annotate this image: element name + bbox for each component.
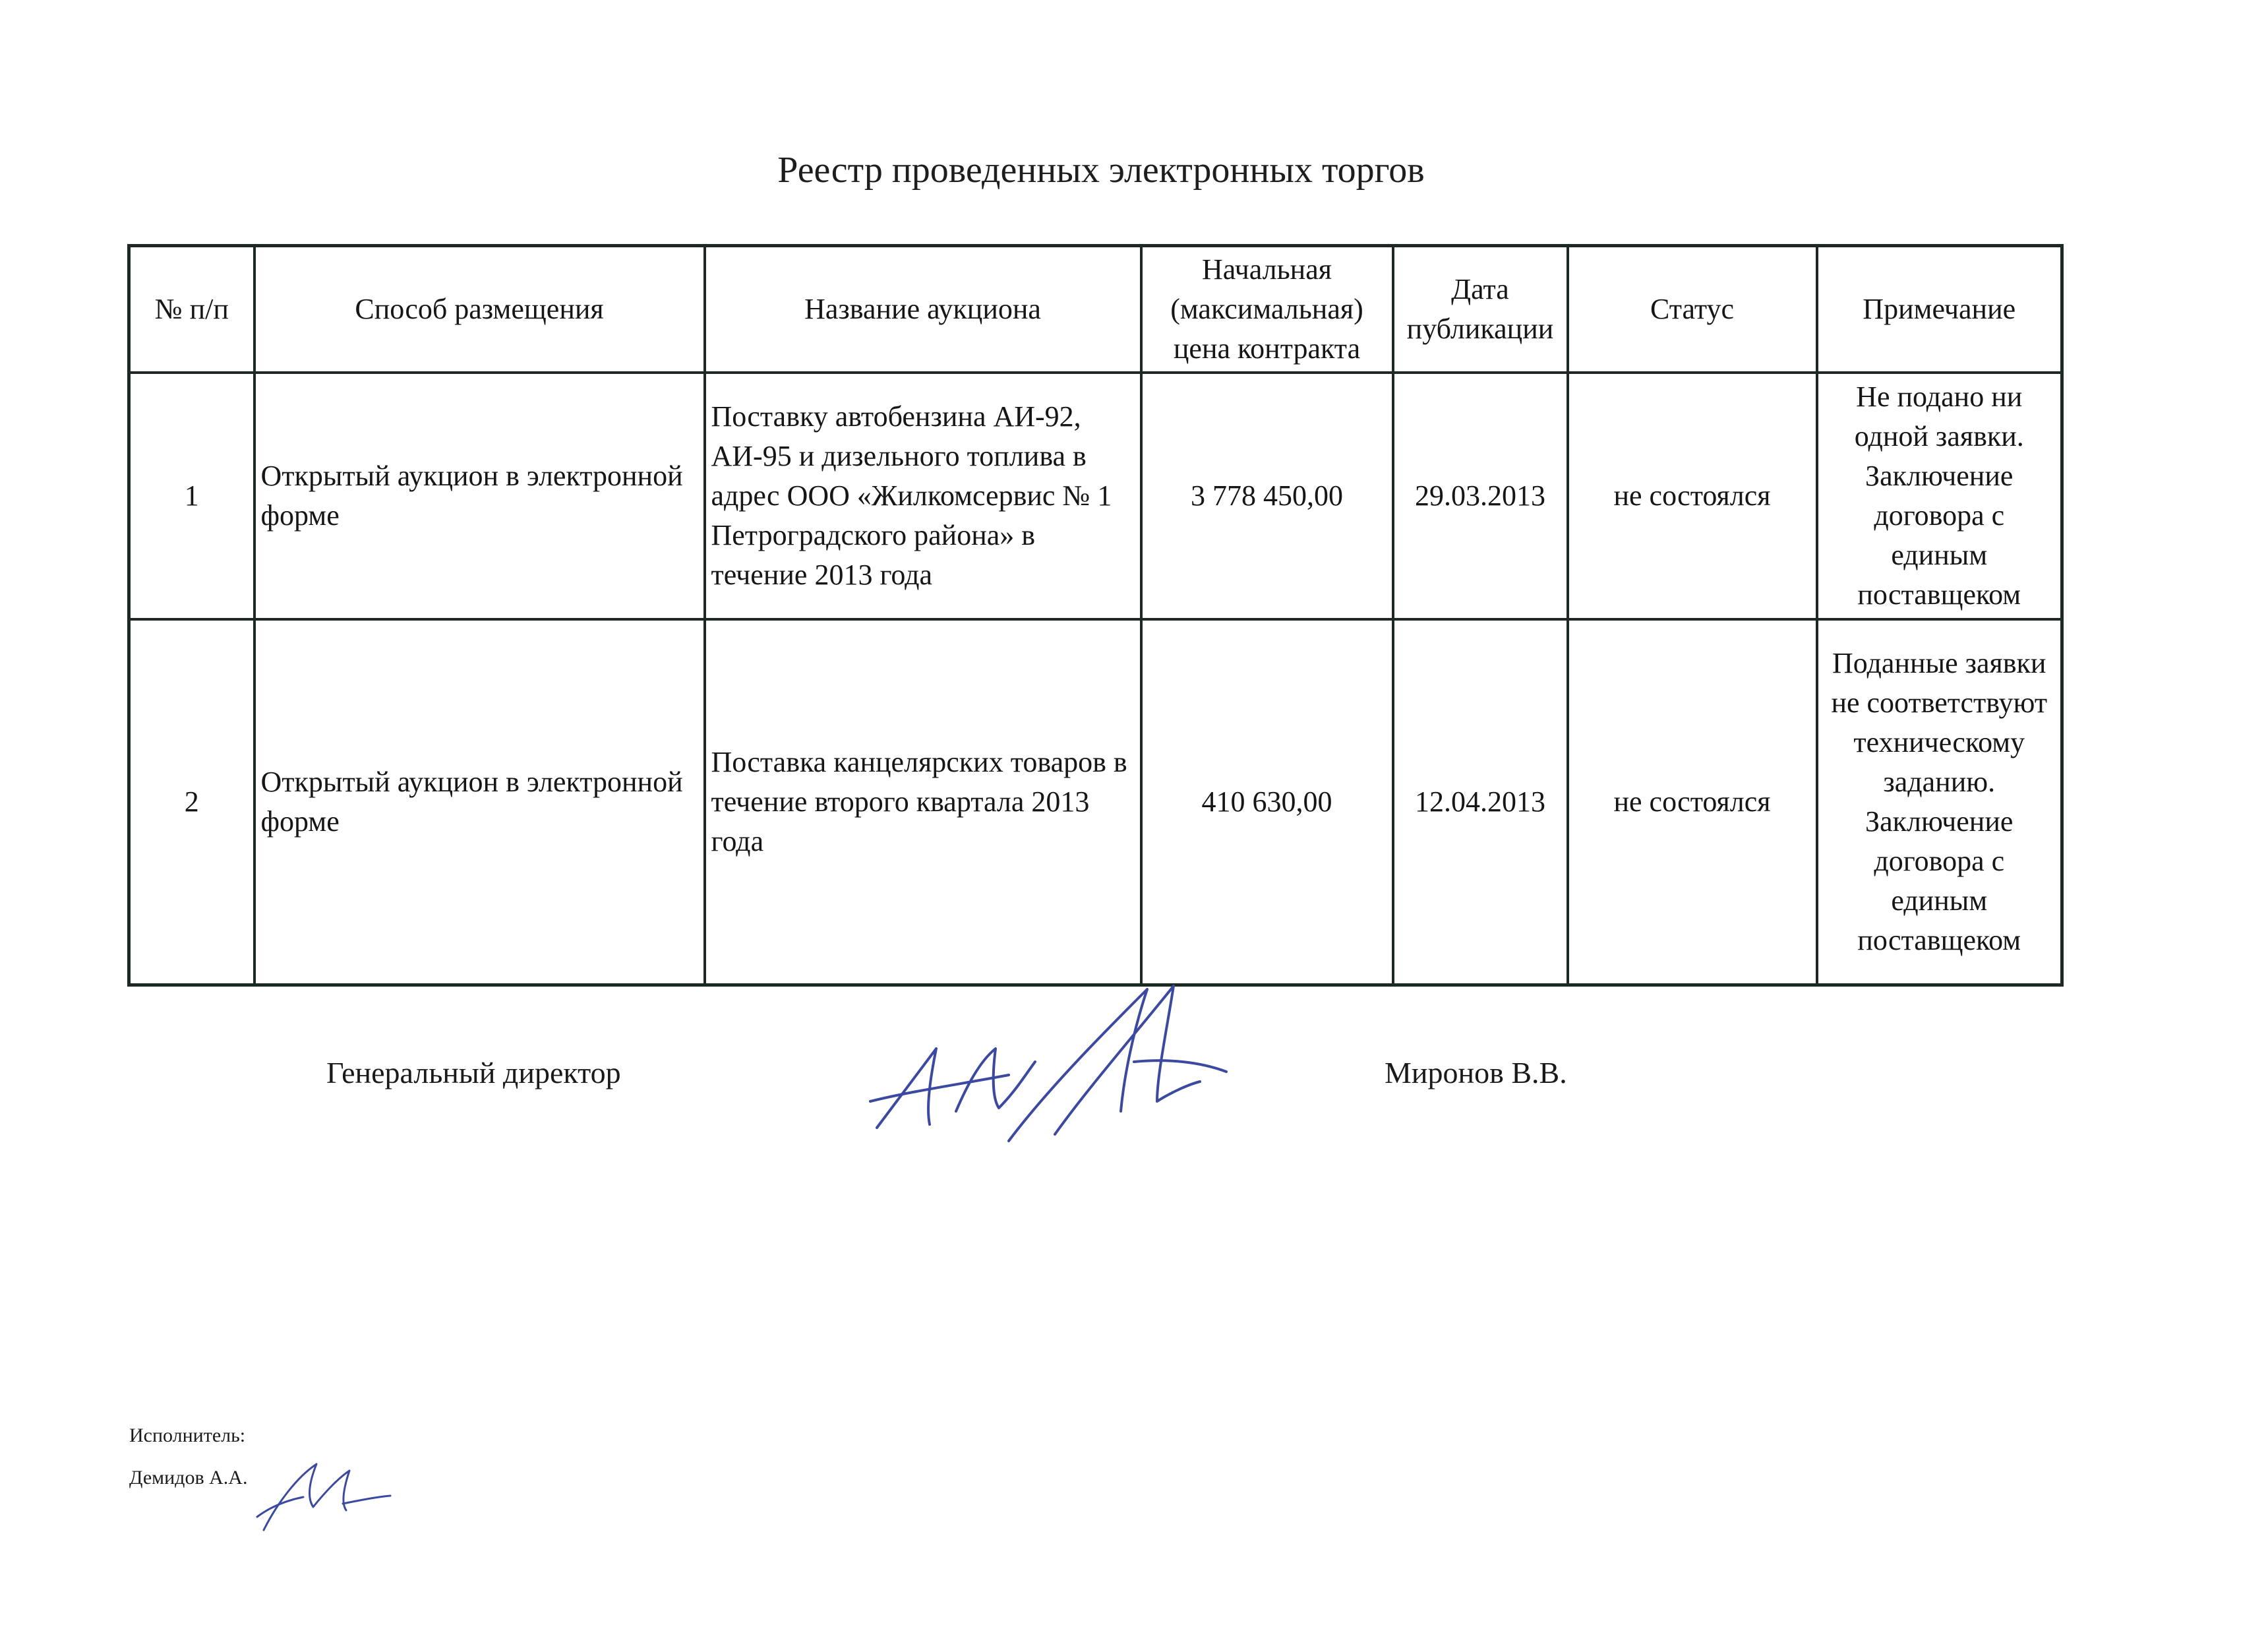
director-signature-icon	[857, 976, 1279, 1148]
row-publication-date: 12.04.2013	[1393, 619, 1568, 985]
document-title: Реестр проведенных электронных торгов	[777, 150, 1425, 191]
row-placement-method: Открытый аукцион в электронной форме	[254, 619, 705, 985]
header-initial-price: Начальная (максимальная) цена контракта	[1141, 246, 1393, 373]
header-placement-method: Способ размещения	[254, 246, 705, 373]
row-auction-name: Поставка канцелярских товаров в течение второго квартала 2013 года	[705, 619, 1141, 985]
row-placement-method: Открытый аукцион в электронной форме	[254, 373, 705, 619]
director-title: Генеральный директор	[326, 1056, 621, 1089]
row-publication-date: 29.03.2013	[1393, 373, 1568, 619]
executor-signature-icon	[251, 1444, 396, 1537]
header-number: № п/п	[129, 246, 254, 373]
row-note: Не подано ни одной заявки. Заключение договора с единым поставщеком	[1817, 373, 2062, 619]
row-note: Поданные заявки не соответствуют техническому заданию. Заключение договора с единым поставщеком	[1817, 619, 2062, 985]
row-status: не состоялся	[1568, 619, 1817, 985]
row-initial-price: 410 630,00	[1141, 619, 1393, 985]
row-status: не состоялся	[1568, 373, 1817, 619]
table-row	[129, 373, 2062, 619]
row-auction-name: Поставку автобензина АИ-92, АИ-95 и дизельного топлива в адрес ООО «Жилкомсервис № 1 Петроградского района» в течение 2013 года	[705, 373, 1141, 619]
header-status: Статус	[1568, 246, 1817, 373]
table-row	[129, 619, 2062, 985]
header-auction-name: Название аукциона	[705, 246, 1141, 373]
executor-name: Демидов А.А.	[129, 1467, 248, 1488]
executor-label: Исполнитель:	[129, 1425, 246, 1446]
table-header-row	[129, 246, 2062, 373]
director-name: Миронов В.В.	[1385, 1056, 1567, 1089]
auction-registry-table	[127, 244, 2064, 987]
row-initial-price: 3 778 450,00	[1141, 373, 1393, 619]
row-number: 2	[129, 619, 254, 985]
row-number: 1	[129, 373, 254, 619]
header-publication-date: Дата публикации	[1393, 246, 1568, 373]
header-note: Примечание	[1817, 246, 2062, 373]
